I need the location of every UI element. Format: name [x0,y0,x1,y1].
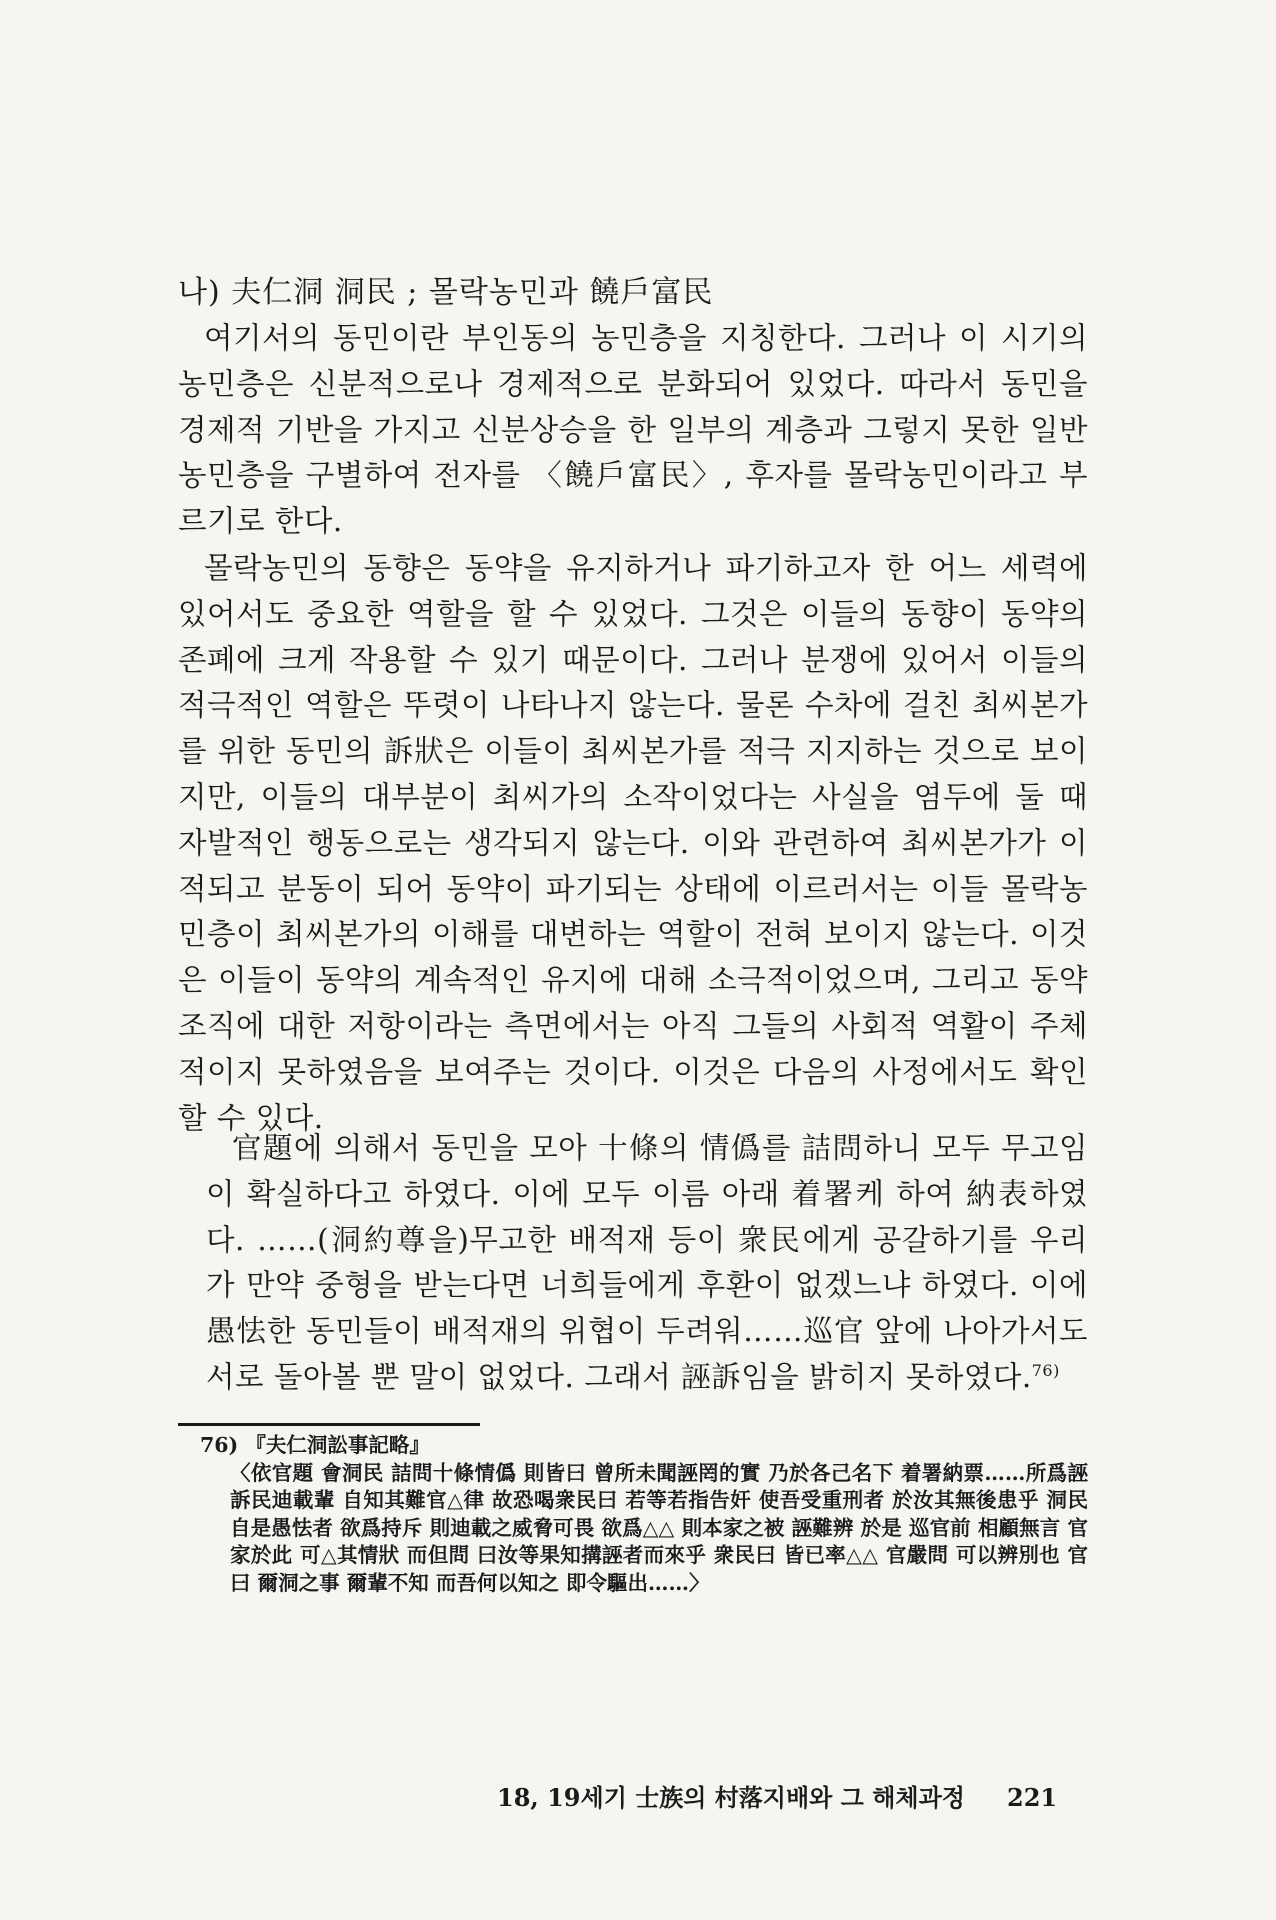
block-quote-text: 官題에 의해서 동민을 모아 十條의 情僞를 詰問하니 모두 무고임이 확실하다고 하였다. 이에 모두 이름 아래 着署케 하여 納表하였다. ……(洞約尊을)무고한 배적재 등이 衆民에게 공갈하기를 우리가 만약 중형을 받는다면 너희들에게 후환이 없겠느냐 하였다. 이에 愚怯한 동민들이 배적재의 위협이 두려워……巡官 앞에 나아가서도 서로 돌아볼 뿐 말이 없었다. 그래서 誣訴임을 밝히지 못하였다. [206,1131,1088,1394]
footnote-header [200,1432,1088,1460]
footnote-divider [178,1423,480,1426]
body-paragraph: 여기서의 동민이란 부인동의 농민층을 지칭한다. 그러나 이 시기의 농민층은 신분적으로나 경제적으로 분화되어 있었다. 따라서 동민을 경제적 기반을 가지고 신분상승을 한 일부의 계층과 그렇지 못한 일반농민층을 구별하여 전자를 〈饒戶富民〉, 후자를 몰락농민이라고 부르기로 한다. [178,321,1088,539]
block-quote [206,1126,1088,1401]
footnote-reference: 76) [1031,1361,1060,1381]
footnote-source: 『夫仁洞訟事記略』 [245,1433,430,1457]
footnote-text: 〈依官題 會洞民 詰問十條情僞 則皆曰 曾所未聞誣罔的實 乃於各己名下 着署納票……所爲誣訴民迪載輩 自知其難官△律 故恐喝衆民曰 若等若指告奸 使吾受重刑者 於汝其無後患乎 洞民自是愚怯者 欲爲持斥 則迪載之威脅可畏 欲爲△△ 則本家之被 誣難辨 於是 巡官前 相顧無言 官家於此 可△其情狀 而但問 曰汝等果知搆誣者而來乎 衆民曰 皆已率△△ 官嚴問 可以辨別也 官曰 爾洞之事 爾輩不知 而吾何以知之 即令驅出……〉 [230,1460,1088,1595]
footnote [200,1432,1088,1597]
footnote-number: 76) [200,1433,239,1457]
running-title: 18, 19세기 士族의 村落지배와 그 해체과정 [497,1783,965,1812]
page-number: 221 [1007,1783,1058,1812]
section-heading: 나) 夫仁洞 洞民 ; 몰락농민과 饒戶富民 [178,275,714,310]
body-paragraph: 몰락농민의 동향은 동약을 유지하거나 파기하고자 한 어느 세력에 있어서도 중요한 역할을 할 수 있었다. 그것은 이들의 동향이 동약의 존폐에 크게 작용할 수 있기 때문이다. 그러나 분쟁에 있어서 이들의 적극적인 역할은 뚜렷이 나타나지 않는다. 물론 수차에 걸친 최씨본가를 위한 동민의 訴狀은 이들이 최씨본가를 적극 지지하는 것으로 보이지만, 이들의 대부분이 최씨가의 소작이었다는 사실을 염두에 둘 때 자발적인 행동으로는 생각되지 않는다. 이와 관련하여 최씨본가가 이적되고 분동이 되어 동약이 파기되는 상태에 이르러서는 이들 몰락농민층이 최씨본가의 이해를 대변하는 역할이 전혀 보이지 않는다. 이것은 이들이 동약의 계속적인 유지에 대해 소극적이었으며, 그리고 동약조직에 대한 저항이라는 측면에서는 아직 그들의 사회적 역활이 주체적이지 못하였음을 보여주는 것이다. 이것은 다음의 사정에서도 확인할 수 있다. [178,551,1088,1135]
